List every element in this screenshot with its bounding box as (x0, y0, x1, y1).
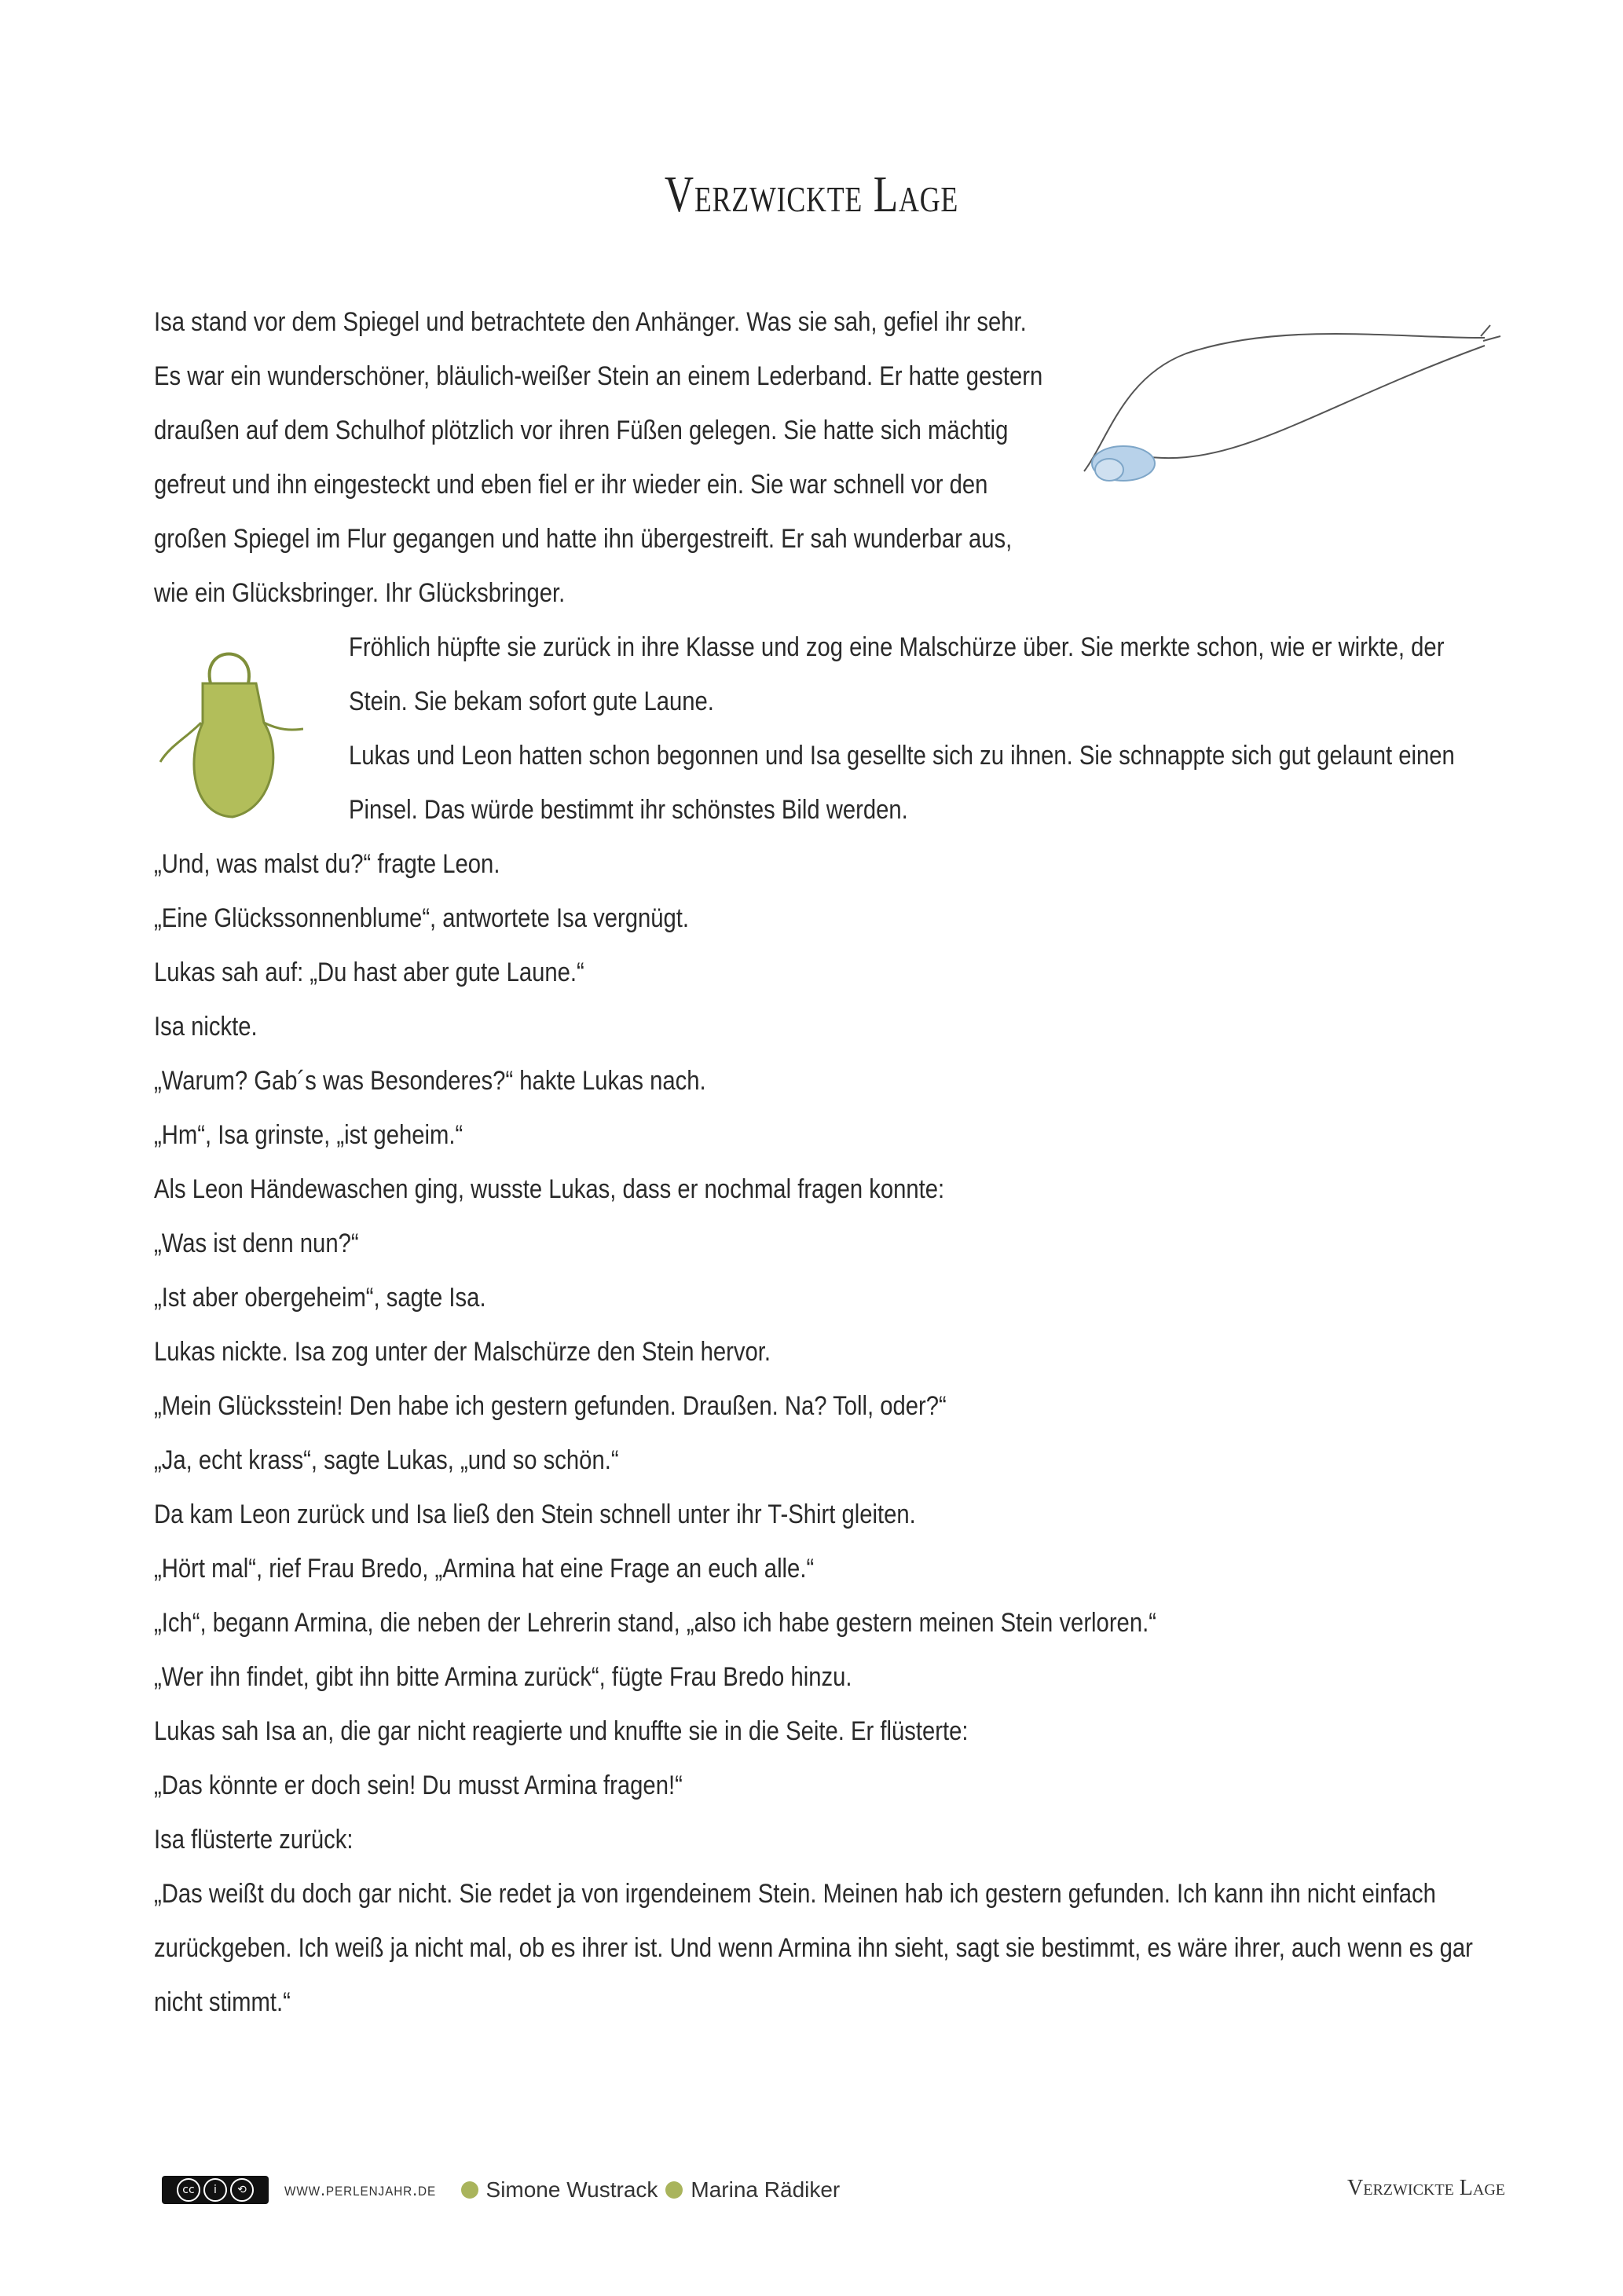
footer-author-1: Simone Wustrack (485, 2177, 658, 2202)
text-line: „Hm“, Isa grinste, „ist geheim.“ (154, 1120, 463, 1150)
page-title: Verzwickte Lage (664, 166, 959, 223)
text-line: Lukas sah Isa an, die gar nicht reagierte und knuffte sie in die Seite. Er flüsterte: (154, 1716, 969, 1746)
necklace-illustration (1076, 314, 1516, 503)
text-line: „Wer ihn findet, gibt ihn bitte Armina zurück“, fügte Frau Bredo hinzu. (154, 1662, 852, 1692)
text-line: „Warum? Gab´s was Besonderes?“ hakte Lukas nach. (154, 1066, 706, 1096)
text-line: „Das weißt du doch gar nicht. Sie redet ja von irgendeinem Stein. Meinen hab ich gestern gefunden. Ich kann ihn nicht einfach (154, 1879, 1436, 1909)
text-line: „Eine Glückssonnenblume“, antwortete Isa vergnügt. (154, 903, 690, 933)
text-line: Es war ein wunderschöner, bläulich-weißer Stein an einem Lederband. Er hatte gestern (154, 361, 1043, 391)
text-line: zurückgeben. Ich weiß ja nicht mal, ob es ihrer ist. Und wenn Armina ihn sieht, sagt sie bestimmt, es wäre ihrer, auch wenn es gar (154, 1933, 1473, 1963)
apron-illustration (154, 636, 303, 825)
text-line: „Ich“, begann Armina, die neben der Lehrerin stand, „also ich habe gestern meinen Stein verloren.“ (154, 1608, 1156, 1638)
text-line: Pinsel. Das würde bestimmt ihr schönstes Bild werden. (349, 795, 908, 825)
creative-commons-license-icon: cc i ⟲ (162, 2176, 269, 2204)
text-line: Stein. Sie bekam sofort gute Laune. (349, 687, 714, 716)
bullet-icon (665, 2181, 683, 2199)
text-line: Lukas und Leon hatten schon begonnen und Isa gesellte sich zu ihnen. Sie schnappte sich gut gelaunt einen (349, 741, 1455, 771)
text-line: nicht stimmt.“ (154, 1987, 291, 2017)
text-line: wie ein Glücksbringer. Ihr Glücksbringer. (154, 578, 566, 608)
text-line: Fröhlich hüpfte sie zurück in ihre Klasse und zog eine Malschürze über. Sie merkte schon, wie er wirkte, der (349, 632, 1445, 662)
text-line: draußen auf dem Schulhof plötzlich vor ihren Füßen gelegen. Sie hatte sich mächtig (154, 416, 1009, 445)
text-line: großen Spiegel im Flur gegangen und hatte ihn übergestreift. Er sah wunderbar aus, (154, 524, 1013, 554)
text-line: „Das könnte er doch sein! Du musst Armina fragen!“ (154, 1771, 683, 1800)
text-line: „Mein Glücksstein! Den habe ich gestern gefunden. Draußen. Na? Toll, oder?“ (154, 1391, 947, 1421)
footer (162, 2174, 840, 2206)
text-line: Lukas sah auf: „Du hast aber gute Laune.“ (154, 958, 584, 987)
text-line: „Hört mal“, rief Frau Bredo, „Armina hat eine Frage an euch alle.“ (154, 1554, 815, 1584)
text-line: „Ja, echt krass“, sagte Lukas, „und so schön.“ (154, 1445, 619, 1475)
text-line: Isa flüsterte zurück: (154, 1825, 354, 1855)
text-line: Isa stand vor dem Spiegel und betrachtete den Anhänger. Was sie sah, gefiel ihr sehr. (154, 307, 1027, 337)
text-line: Isa nickte. (154, 1012, 258, 1042)
text-line: Als Leon Händewaschen ging, wusste Lukas, dass er nochmal fragen konnte: (154, 1174, 945, 1204)
text-line: „Ist aber obergeheim“, sagte Isa. (154, 1283, 486, 1313)
text-line: Da kam Leon zurück und Isa ließ den Stein schnell unter ihr T-Shirt gleiten. (154, 1500, 916, 1529)
text-line: Lukas nickte. Isa zog unter der Malschürze den Stein hervor. (154, 1337, 771, 1367)
text-line: „Was ist denn nun?“ (154, 1229, 359, 1258)
bullet-icon (461, 2181, 478, 2199)
footer-author-2: Marina Rädiker (691, 2177, 841, 2202)
footer-title: Verzwickte Lage (1347, 2176, 1505, 2200)
footer-website: www.perlenjahr.de (284, 2179, 437, 2200)
text-line: gefreut und ihn eingesteckt und eben fiel er ihr wieder ein. Sie war schnell vor den (154, 470, 988, 500)
text-line: „Und, was malst du?“ fragte Leon. (154, 849, 500, 879)
